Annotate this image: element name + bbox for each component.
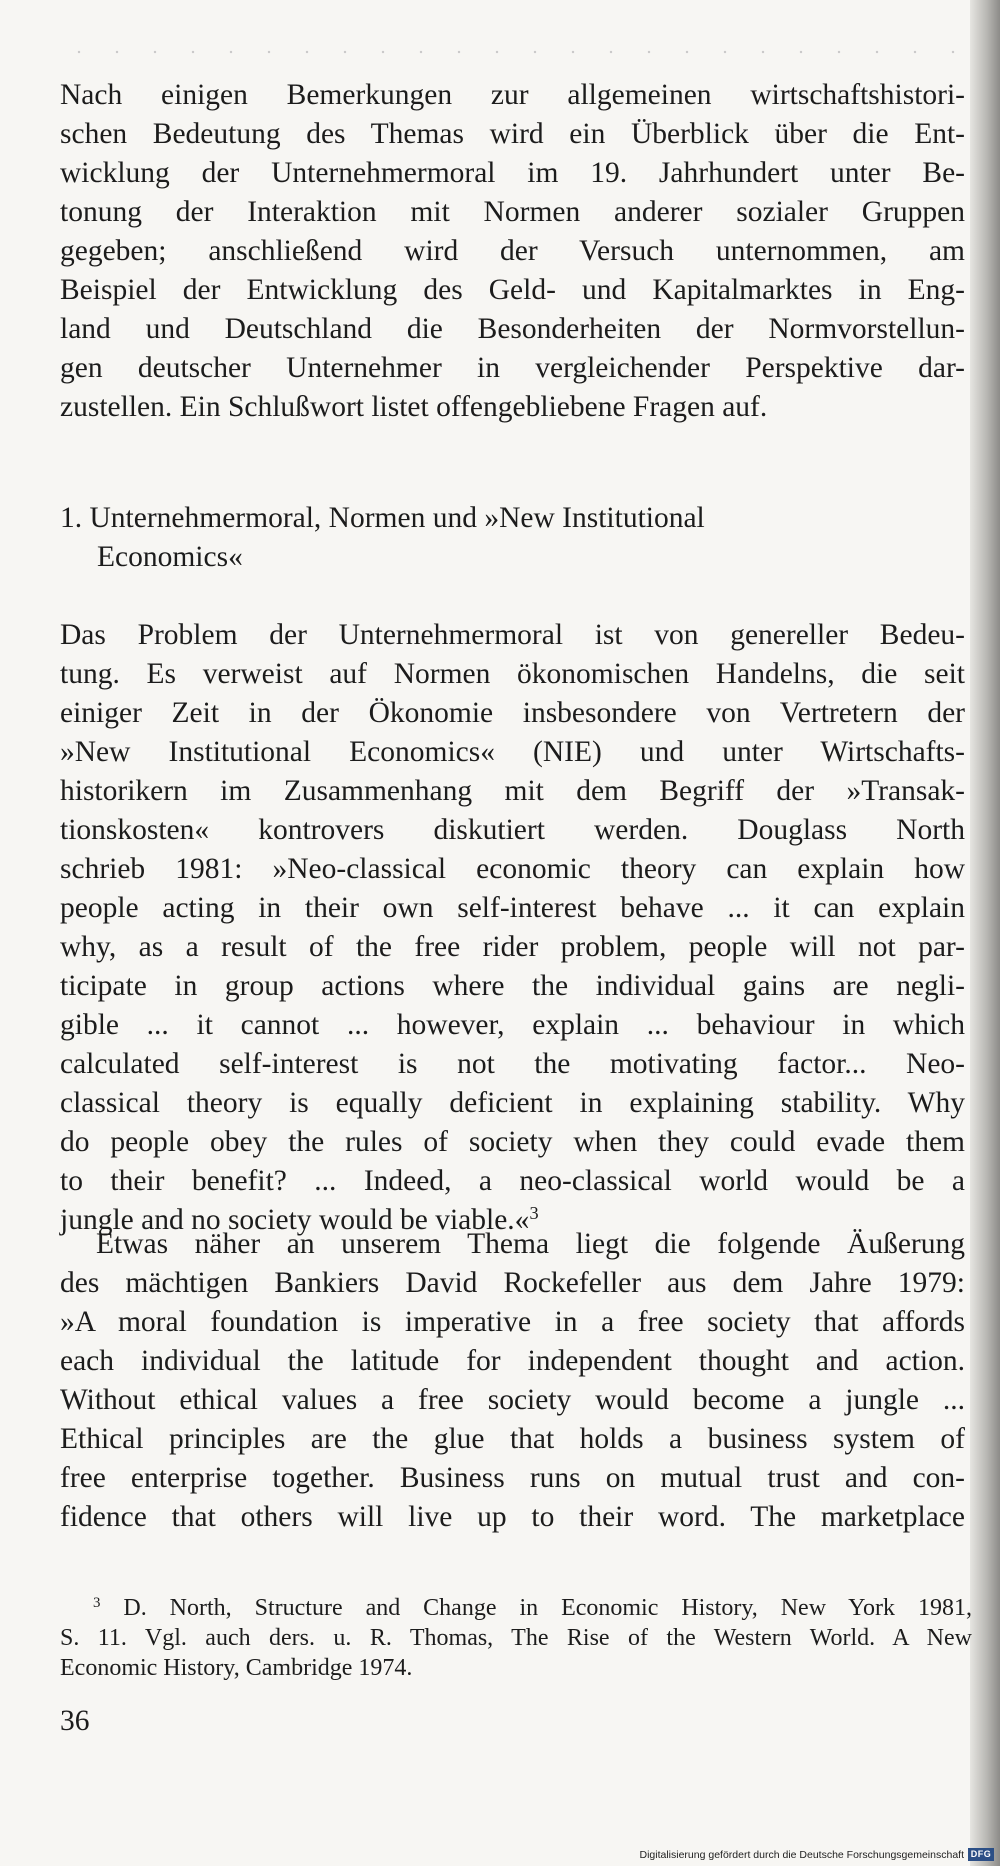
heading-line: 1. Unternehmermoral, Normen und »New Institutional (60, 502, 705, 534)
text-line: each individual the latitude for independent thought and action. (60, 1345, 965, 1377)
text-line: historikern im Zusammenhang mit dem Begriff der »Transak- (60, 775, 965, 807)
header-dotted-rule (60, 50, 960, 54)
text-line: land und Deutschland die Besonderheiten der Normvorstellun- (60, 313, 965, 345)
text-line: gible ... it cannot ... however, explain ... behaviour in which (60, 1009, 965, 1041)
section-heading (60, 499, 965, 577)
text-line: Etwas näher an unserem Thema liegt die folgende Äußerung (96, 1228, 965, 1260)
text-line: zustellen. Ein Schlußwort listet offengebliebene Fragen auf. (60, 391, 768, 423)
text-line: do people obey the rules of society when they could evade them (60, 1126, 965, 1158)
text-line: tionskosten« kontrovers diskutiert werden. Douglass North (60, 814, 965, 846)
text-line: Das Problem der Unternehmermoral ist von genereller Bedeu- (60, 619, 965, 651)
text-line: schrieb 1981: »Neo-classical economic theory can explain how (60, 853, 965, 885)
text-line: people acting in their own self-interest behave ... it can explain (60, 892, 965, 924)
dfg-logo: DFG (968, 1848, 994, 1861)
footnote (60, 1593, 972, 1683)
digitization-credit: Digitalisierung gefördert durch die Deutsche Forschungsgemeinschaft (639, 1849, 964, 1861)
text-segment: jungle and no society would be viable.« (60, 1204, 530, 1236)
text-line: des mächtigen Bankiers David Rockefeller aus dem Jahre 1979: (60, 1267, 965, 1299)
page-number: 36 (60, 1705, 90, 1737)
paragraph-intro (60, 76, 965, 427)
text-line: ticipate in group actions where the individual gains are negli- (60, 970, 965, 1002)
text-line: tung. Es verweist auf Normen ökonomischen Handelns, die seit (60, 658, 965, 690)
text-line: to their benefit? ... Indeed, a neo-classical world would be a (60, 1165, 965, 1197)
paragraph-north-quote (60, 616, 965, 1240)
footnote-reference[interactable]: 3 (529, 1202, 539, 1223)
text-line: fidence that others will live up to their word. The marketplace (60, 1501, 965, 1533)
footnote-line (60, 1593, 972, 1623)
text-line: Ethical principles are the glue that holds a business system of (60, 1423, 965, 1455)
text-line: tonung der Interaktion mit Normen anderer sozialer Gruppen (60, 196, 965, 228)
footnote-line: S. 11. Vgl. auch ders. u. R. Thomas, The Rise of the Western World. A New (60, 1625, 972, 1651)
text-segment: D. North, Structure and Change in Economic History, New York 1981, (100, 1595, 972, 1621)
text-line: gen deutscher Unternehmer in vergleichender Perspektive dar- (60, 352, 965, 384)
footnote-line: Economic History, Cambridge 1974. (60, 1655, 413, 1681)
text-line: schen Bedeutung des Themas wird ein Überblick über die Ent- (60, 118, 965, 150)
text-line: Nach einigen Bemerkungen zur allgemeinen wirtschaftshistori- (60, 79, 965, 111)
text-line: classical theory is equally deficient in explaining stability. Why (60, 1087, 965, 1119)
page-edge-shadow (970, 0, 1000, 1866)
text-line: »New Institutional Economics« (NIE) und unter Wirtschafts- (60, 736, 965, 768)
text-line: free enterprise together. Business runs on mutual trust and con- (60, 1462, 965, 1494)
text-line: gegeben; anschließend wird der Versuch unternommen, am (60, 235, 965, 267)
text-line: why, as a result of the free rider problem, people will not par- (60, 931, 965, 963)
text-line: wicklung der Unternehmermoral im 19. Jahrhundert unter Be- (60, 157, 965, 189)
text-line: Beispiel der Entwicklung des Geld- und Kapitalmarktes in Eng- (60, 274, 965, 306)
footnote-number: 3 (93, 1594, 101, 1611)
text-line: »A moral foundation is imperative in a free society that affords (60, 1306, 965, 1338)
text-line: einiger Zeit in der Ökonomie insbesondere von Vertretern der (60, 697, 965, 729)
paragraph-rockefeller-quote (60, 1225, 965, 1537)
text-line: calculated self-interest is not the motivating factor... Neo- (60, 1048, 965, 1080)
heading-line: Economics« (97, 541, 243, 573)
text-line: Without ethical values a free society would become a jungle ... (60, 1384, 965, 1416)
